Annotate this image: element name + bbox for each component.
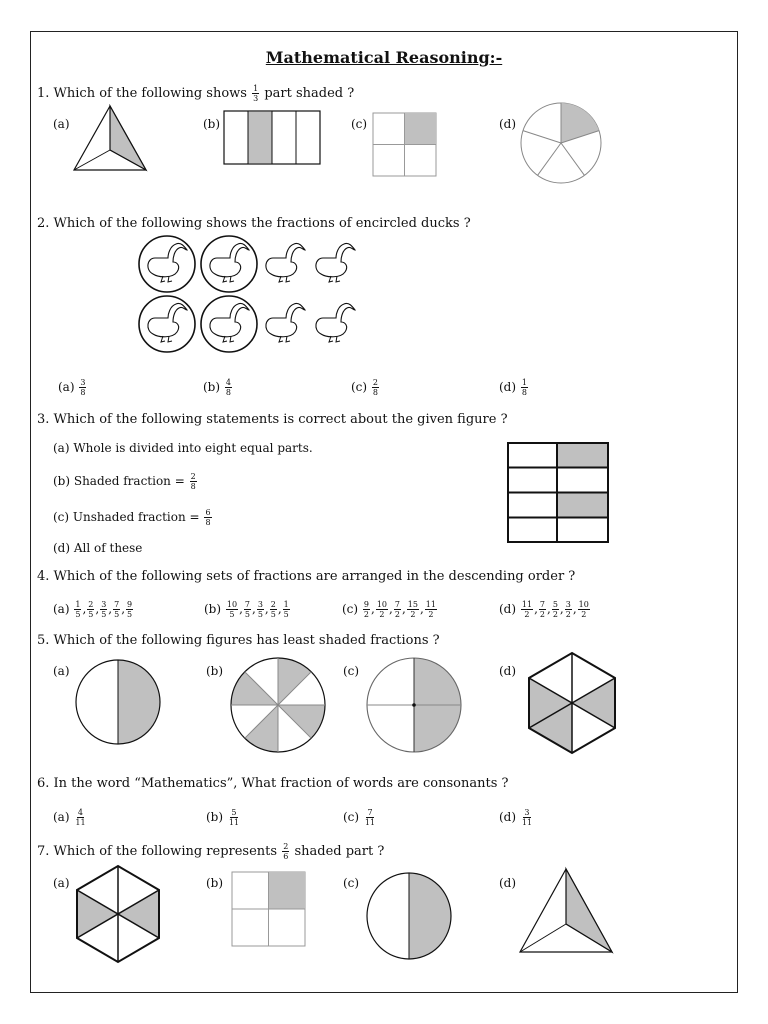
q4-fraction: $\frac{10}{2}$ (578, 600, 589, 619)
q4-fraction: $\frac{15}{2}$ (407, 600, 418, 619)
question-5-text: 5. Which of the following figures has least shaded fractions ? (37, 633, 440, 648)
q1-figure-c-square (372, 112, 438, 178)
question-7 (37, 842, 384, 861)
question-4-text: 4. Which of the following sets of fractions are arranged in the descending order ? (37, 569, 576, 584)
q5-option-c-label: (c) (343, 664, 360, 678)
question-1 (37, 84, 354, 103)
q1-option-b-label: (b) (203, 117, 221, 131)
q7-figure-c-half-circle (364, 870, 454, 962)
q4-fraction: $\frac{7}{2}$ (394, 600, 400, 619)
q7-figure-a-hexagon (72, 862, 164, 966)
q5-option-b-label: (b) (206, 664, 224, 678)
question-6-text: 6. In the word “Mathematics”, What fraction of words are consonants ? (37, 776, 509, 791)
q3-statement-d: (d) All of these (53, 541, 143, 555)
q4-fraction: $\frac{3}{2}$ (565, 600, 571, 619)
q4-option-c: (c) $\frac{9}{2}$ , $\frac{10}{2}$ , $\frac{7}{2}$ , $\frac{15}{2}$ , $\frac{11}{2}$ (342, 600, 436, 619)
q2-option-d: (d) $\frac{1}{8}$ (499, 378, 527, 397)
q3-statement-a: (a) Whole is divided into eight equal parts. (53, 441, 313, 455)
q4-option-b: (b) $\frac{10}{5}$ , $\frac{7}{5}$ , $\frac{3}{5}$ , $\frac{2}{5}$ , $\frac{1}{5}$ (204, 600, 289, 619)
q5-figure-d-hexagon (524, 650, 620, 756)
q1-option-c-label: (c) (351, 117, 368, 131)
q4-fraction: $\frac{3}{5}$ (257, 600, 263, 619)
question-7-text-pre: 7. Which of the following represents (37, 844, 278, 859)
q4-fraction: $\frac{2}{5}$ (88, 600, 94, 619)
q7-option-d-label: (d) (499, 876, 517, 890)
q6-option-d: (d) $\frac{3}{11}$ (499, 808, 533, 827)
q1-option-a-label: (a) (53, 117, 70, 131)
q6-option-b: (b) $\frac{5}{11}$ (206, 808, 240, 827)
question-7-fraction: $\frac{2}{6}$ (283, 842, 289, 861)
q5-figure-c-quarters-circle (364, 655, 464, 755)
question-1-text-pre: 1. Which of the following shows (37, 86, 247, 101)
q4-fraction: $\frac{10}{5}$ (226, 600, 238, 619)
q4-fraction: $\frac{10}{2}$ (376, 600, 388, 619)
q3-statement-c: (c) Unshaded fraction = $\frac{6}{8}$ (53, 508, 211, 527)
q7-option-a-label: (a) (53, 876, 70, 890)
q5-figure-b-eighths-circle (228, 655, 328, 755)
q6-option-a: (a) $\frac{4}{11}$ (53, 808, 86, 827)
q1-figure-b-rectangle (223, 110, 323, 166)
q3-grid-figure (506, 441, 612, 545)
q7-figure-d-triangle (516, 866, 616, 956)
q2-option-a: (a) $\frac{3}{8}$ (58, 378, 86, 397)
q4-fraction: $\frac{2}{5}$ (270, 600, 276, 619)
q7-option-c-label: (c) (343, 876, 360, 890)
question-1-text-post: part shaded ? (264, 86, 355, 101)
q5-option-d-label: (d) (499, 664, 517, 678)
question-2-text: 2. Which of the following shows the fractions of encircled ducks ? (37, 216, 471, 231)
question-3-text: 3. Which of the following statements is correct about the given figure ? (37, 412, 508, 427)
q5-option-a-label: (a) (53, 664, 70, 678)
q1-figure-a-triangle (70, 104, 150, 174)
q4-fraction: $\frac{1}{5}$ (283, 600, 289, 619)
q4-fraction: $\frac{7}{2}$ (539, 600, 545, 619)
q4-fraction: $\frac{11}{2}$ (521, 600, 533, 619)
page-title: Mathematical Reasoning:- (265, 48, 503, 67)
q2-option-b: (b) $\frac{4}{8}$ (203, 378, 231, 397)
q2-option-c: (c) $\frac{2}{8}$ (351, 378, 379, 397)
q4-fraction: $\frac{11}{2}$ (425, 600, 436, 619)
q4-option-d: (d) $\frac{11}{2}$ , $\frac{7}{2}$ , $\frac{5}{2}$ , $\frac{3}{2}$ , $\frac{10}{2}$ (499, 600, 589, 619)
q5-figure-a-half-circle (74, 658, 162, 746)
q4-option-a: (a) $\frac{1}{5}$ , $\frac{2}{5}$ , $\frac{3}{5}$ , $\frac{7}{5}$ , $\frac{9}{5}$ (53, 600, 133, 619)
q6-option-c: (c) $\frac{7}{11}$ (343, 808, 376, 827)
q4-fraction: $\frac{5}{2}$ (552, 600, 558, 619)
q1-option-d-label: (d) (499, 117, 517, 131)
question-7-text-post: shaded part ? (294, 844, 385, 859)
q4-fraction: $\frac{3}{5}$ (101, 600, 107, 619)
q1-figure-d-pentagon-circle (520, 100, 604, 186)
q7-figure-b-square (231, 871, 307, 949)
question-1-fraction: $\frac{1}{3}$ (253, 84, 259, 103)
q4-fraction: $\frac{1}{5}$ (75, 600, 81, 619)
q4-fraction: $\frac{7}{5}$ (114, 600, 120, 619)
q2-ducks-figure (135, 232, 365, 357)
q7-option-b-label: (b) (206, 876, 224, 890)
q3-statement-b: (b) Shaded fraction = $\frac{2}{8}$ (53, 472, 196, 491)
q4-fraction: $\frac{7}{5}$ (244, 600, 250, 619)
q4-fraction: $\frac{9}{2}$ (363, 600, 370, 619)
q4-fraction: $\frac{9}{5}$ (127, 600, 133, 619)
